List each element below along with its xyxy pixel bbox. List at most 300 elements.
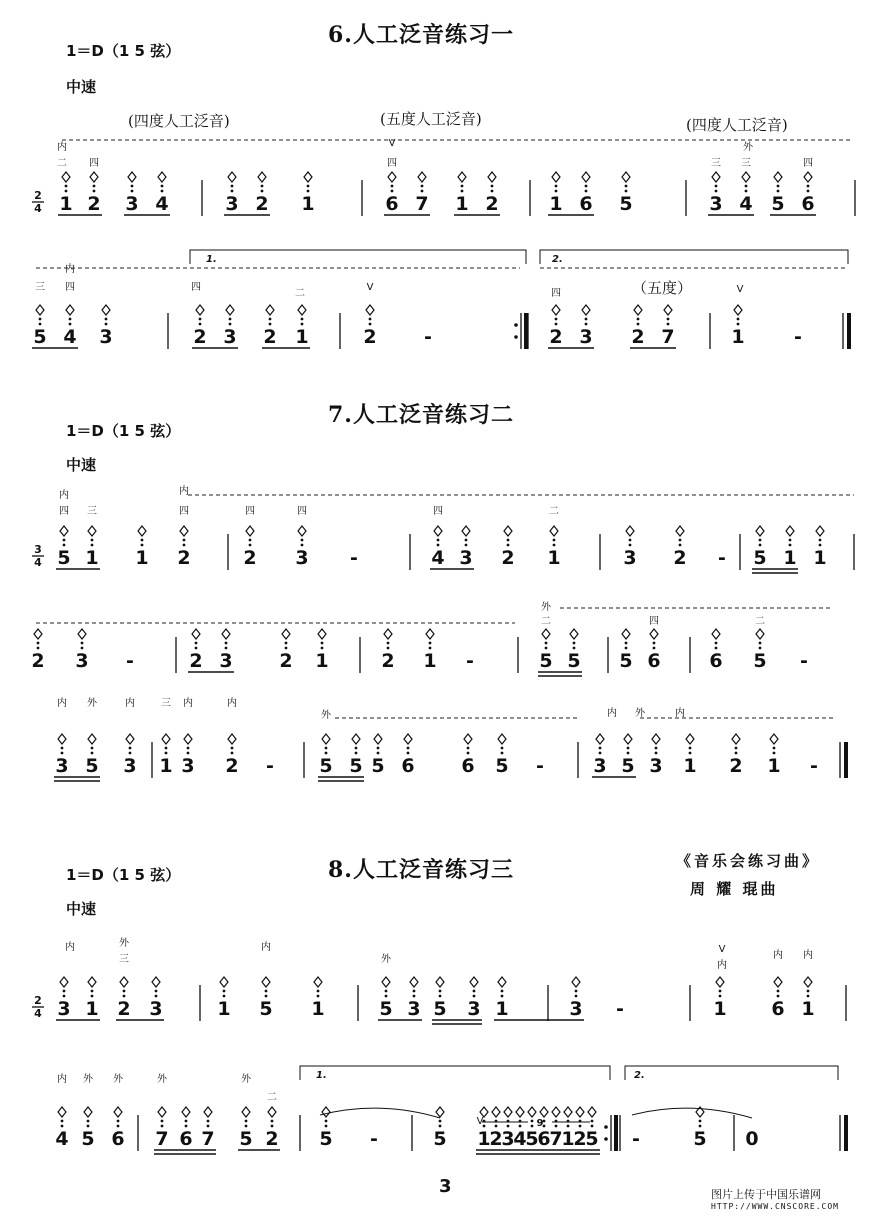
- harmonic-diamond-icon: [624, 734, 632, 744]
- dot-icon: [819, 539, 822, 542]
- fingering-mark: 外: [381, 954, 391, 965]
- dot-icon: [91, 747, 94, 750]
- dot-icon: [591, 1120, 594, 1123]
- piece-6-key: 1＝D（1 5 弦）: [66, 42, 181, 60]
- dot-icon: [625, 647, 628, 650]
- dot-icon: [579, 1125, 582, 1128]
- dot-icon: [429, 642, 432, 645]
- dot-icon: [91, 752, 94, 755]
- note: 2: [279, 650, 293, 672]
- dot-icon: [585, 318, 588, 321]
- note: 2: [489, 1128, 503, 1150]
- dot-icon: [325, 752, 328, 755]
- dot-icon: [495, 1125, 498, 1128]
- fingering-mark: 外: [635, 708, 645, 719]
- dot-icon: [807, 995, 810, 998]
- harmonic-diamond-icon: [498, 734, 506, 744]
- note: -: [424, 326, 432, 348]
- dot-icon: [325, 747, 328, 750]
- dot-icon: [387, 647, 390, 650]
- dot-icon: [93, 190, 96, 193]
- harmonic-diamond-icon: [774, 977, 782, 987]
- piece-8-key: 1＝D（1 5 弦）: [66, 866, 181, 884]
- dot-icon: [599, 752, 602, 755]
- note: 3: [219, 650, 233, 672]
- fingering-mark: 二: [755, 616, 765, 627]
- note: 1: [85, 547, 99, 569]
- harmonic-diamond-icon: [204, 1107, 212, 1117]
- dot-icon: [61, 1120, 64, 1123]
- dot-icon: [369, 318, 372, 321]
- dot-icon: [807, 990, 810, 993]
- dot-icon: [225, 642, 228, 645]
- harmonic-diamond-icon: [182, 1107, 190, 1117]
- note: 2: [631, 326, 645, 348]
- dot-icon: [91, 544, 94, 547]
- dot-icon: [789, 544, 792, 547]
- dot-icon: [377, 752, 380, 755]
- fingering-mark: 内: [57, 1074, 67, 1085]
- note: -: [266, 755, 274, 777]
- fingering-mark: 二: [549, 506, 559, 517]
- dot-icon: [61, 1125, 64, 1128]
- dot-icon: [699, 1125, 702, 1128]
- harmonic-diamond-icon: [88, 977, 96, 987]
- note: 5: [85, 755, 99, 777]
- harmonic-diamond-icon: [418, 172, 426, 182]
- harmonic-diamond-icon: [676, 526, 684, 536]
- fingering-mark: 四: [297, 506, 307, 517]
- piece-8-source: 《音乐会练习曲》: [676, 852, 821, 870]
- piece-6-anno-3: (四度人工泛音): [686, 116, 788, 134]
- harmonic-diamond-icon: [220, 977, 228, 987]
- dot-icon: [261, 190, 264, 193]
- volta-label: 1.: [316, 1070, 327, 1081]
- harmonic-diamond-icon: [816, 526, 824, 536]
- dot-icon: [467, 747, 470, 750]
- harmonic-diamond-icon: [576, 1107, 584, 1117]
- harmonic-diamond-icon: [282, 629, 290, 639]
- fingering-mark: 外: [87, 698, 97, 709]
- dot-icon: [715, 190, 718, 193]
- harmonic-diamond-icon: [436, 977, 444, 987]
- dot-icon: [63, 544, 66, 547]
- dot-icon: [553, 544, 556, 547]
- fingering-mark: 外: [743, 142, 753, 153]
- dot-icon: [155, 995, 158, 998]
- volta-label: 1.: [206, 254, 217, 265]
- note: 3: [623, 547, 637, 569]
- score-static-marks: [36, 140, 854, 1122]
- fingering-mark: 外: [241, 1074, 251, 1085]
- note: 3: [579, 326, 593, 348]
- note: 3: [99, 326, 113, 348]
- dot-icon: [585, 190, 588, 193]
- note: 5: [619, 193, 633, 215]
- harmonic-diamond-icon: [192, 629, 200, 639]
- repeat-dot-icon: [514, 323, 518, 327]
- note: 5: [319, 1128, 333, 1150]
- harmonic-diamond-icon: [434, 526, 442, 536]
- harmonic-diamond-icon: [58, 1107, 66, 1117]
- fingering-mark: 内: [179, 486, 189, 497]
- dot-icon: [325, 1125, 328, 1128]
- dot-icon: [131, 185, 134, 188]
- note: -: [794, 326, 802, 348]
- note: 5: [495, 755, 509, 777]
- note: -: [616, 998, 624, 1020]
- harmonic-diamond-icon: [770, 734, 778, 744]
- note: 7: [549, 1128, 563, 1150]
- harmonic-diamond-icon: [528, 1107, 536, 1117]
- harmonic-diamond-icon: [62, 172, 70, 182]
- dot-icon: [271, 1125, 274, 1128]
- note: 1: [159, 755, 173, 777]
- dot-icon: [265, 990, 268, 993]
- dot-icon: [87, 1120, 90, 1123]
- harmonic-diamond-icon: [180, 526, 188, 536]
- fingering-mark: 内: [607, 708, 617, 719]
- dot-icon: [439, 1125, 442, 1128]
- harmonic-diamond-icon: [542, 629, 550, 639]
- dot-icon: [473, 990, 476, 993]
- dot-icon: [69, 318, 72, 321]
- dot-icon: [307, 190, 310, 193]
- note: 3: [569, 998, 583, 1020]
- dot-icon: [63, 990, 66, 993]
- dot-icon: [321, 647, 324, 650]
- harmonic-diamond-icon: [222, 629, 230, 639]
- dot-icon: [93, 185, 96, 188]
- dot-icon: [519, 1120, 522, 1123]
- repeat-dot-icon: [604, 1137, 608, 1141]
- dot-icon: [223, 990, 226, 993]
- dot-icon: [81, 642, 84, 645]
- dot-icon: [37, 642, 40, 645]
- note: -: [370, 1128, 378, 1150]
- dot-icon: [437, 539, 440, 542]
- fingering-mark: 外: [541, 602, 551, 613]
- note: 3: [225, 193, 239, 215]
- dot-icon: [655, 747, 658, 750]
- dot-icon: [719, 990, 722, 993]
- fingering-mark: V: [718, 944, 726, 955]
- harmonic-diamond-icon: [88, 526, 96, 536]
- dot-icon: [301, 539, 304, 542]
- dot-icon: [777, 185, 780, 188]
- dot-icon: [507, 1120, 510, 1123]
- dot-icon: [391, 185, 394, 188]
- note: 5: [771, 193, 785, 215]
- dot-icon: [585, 323, 588, 326]
- note: 5: [239, 1128, 253, 1150]
- dot-icon: [699, 1120, 702, 1123]
- dot-icon: [123, 995, 126, 998]
- fingering-mark: 内: [773, 950, 783, 961]
- note: 5: [433, 998, 447, 1020]
- harmonic-diamond-icon: [786, 526, 794, 536]
- dot-icon: [735, 747, 738, 750]
- note: 2: [381, 650, 395, 672]
- dot-icon: [465, 544, 468, 547]
- dot-icon: [465, 539, 468, 542]
- fingering-mark: 内: [59, 490, 69, 501]
- harmonic-diamond-icon: [268, 1107, 276, 1117]
- harmonic-diamond-icon: [242, 1107, 250, 1117]
- note: 2: [673, 547, 687, 569]
- dot-icon: [225, 647, 228, 650]
- dot-icon: [129, 747, 132, 750]
- piece-6-title: 6.人工泛音练习一: [328, 22, 514, 48]
- note: 1: [135, 547, 149, 569]
- harmonic-diamond-icon: [102, 305, 110, 315]
- dot-icon: [439, 1120, 442, 1123]
- dot-icon: [229, 318, 232, 321]
- fingering-mark: 外: [113, 1074, 123, 1085]
- fingering-mark: 内: [57, 142, 67, 153]
- harmonic-diamond-icon: [540, 1107, 548, 1117]
- harmonic-diamond-icon: [488, 172, 496, 182]
- note: 3: [223, 326, 237, 348]
- fingering-mark: 三: [35, 282, 45, 293]
- dot-icon: [161, 1125, 164, 1128]
- dot-icon: [161, 190, 164, 193]
- dot-icon: [745, 190, 748, 193]
- fingering-mark: 四: [179, 506, 189, 517]
- dot-icon: [759, 544, 762, 547]
- dot-icon: [301, 323, 304, 326]
- note: 3: [649, 755, 663, 777]
- piece-7-title: 7.人工泛音练习二: [328, 402, 514, 428]
- note: 3: [501, 1128, 515, 1150]
- harmonic-diamond-icon: [128, 172, 136, 182]
- note: 4: [155, 193, 169, 215]
- note: 3: [57, 998, 71, 1020]
- dot-icon: [637, 323, 640, 326]
- fingering-mark: 内: [125, 698, 135, 709]
- harmonic-diamond-icon: [158, 1107, 166, 1117]
- harmonic-diamond-icon: [60, 526, 68, 536]
- piece-8-composer: 周 耀 琨曲: [690, 880, 779, 898]
- harmonic-diamond-icon: [228, 734, 236, 744]
- harmonic-diamond-icon: [152, 977, 160, 987]
- dot-icon: [141, 544, 144, 547]
- note: 1: [301, 193, 315, 215]
- dot-icon: [473, 995, 476, 998]
- dot-icon: [491, 185, 494, 188]
- fingering-mark: 内: [57, 698, 67, 709]
- harmonic-diamond-icon: [88, 734, 96, 744]
- note: 2: [485, 193, 499, 215]
- dot-icon: [407, 747, 410, 750]
- note: 1: [217, 998, 231, 1020]
- harmonic-diamond-icon: [298, 526, 306, 536]
- harmonic-diamond-icon: [588, 1107, 596, 1117]
- note: 3: [459, 547, 473, 569]
- note: 1: [683, 755, 697, 777]
- dot-icon: [759, 539, 762, 542]
- dot-icon: [715, 642, 718, 645]
- harmonic-diamond-icon: [552, 172, 560, 182]
- dot-icon: [625, 190, 628, 193]
- dot-icon: [269, 323, 272, 326]
- note: 3: [75, 650, 89, 672]
- piece-6-tempo: 中速: [66, 78, 97, 96]
- footer-url: HTTP://WWW.CNSCORE.COM: [711, 1202, 839, 1211]
- harmonic-diamond-icon: [388, 172, 396, 182]
- fingering-mark: 四: [65, 282, 75, 293]
- harmonic-diamond-icon: [462, 526, 470, 536]
- harmonic-diamond-icon: [756, 629, 764, 639]
- harmonic-diamond-icon: [804, 172, 812, 182]
- harmonic-diamond-icon: [384, 629, 392, 639]
- dot-icon: [183, 544, 186, 547]
- dot-icon: [545, 647, 548, 650]
- note: 3: [295, 547, 309, 569]
- harmonic-diamond-icon: [716, 977, 724, 987]
- fingering-mark: V: [476, 1116, 484, 1127]
- dot-icon: [773, 747, 776, 750]
- dot-icon: [501, 752, 504, 755]
- dot-icon: [187, 747, 190, 750]
- piece-6-anno-1: (四度人工泛音): [128, 112, 230, 130]
- note: 4: [431, 547, 445, 569]
- note: 5: [693, 1128, 707, 1150]
- dot-icon: [573, 642, 576, 645]
- harmonic-diamond-icon: [262, 977, 270, 987]
- harmonic-diamond-icon: [226, 305, 234, 315]
- fingering-mark: 四: [803, 158, 813, 169]
- dot-icon: [585, 185, 588, 188]
- harmonic-diamond-icon: [634, 305, 642, 315]
- dot-icon: [655, 752, 658, 755]
- piece-8-title: 8.人工泛音练习三: [328, 857, 514, 883]
- dot-icon: [531, 1120, 534, 1123]
- harmonic-diamond-icon: [382, 977, 390, 987]
- dot-icon: [61, 747, 64, 750]
- note: 1: [549, 193, 563, 215]
- fingering-mark: 四: [551, 288, 561, 299]
- harmonic-diamond-icon: [734, 305, 742, 315]
- harmonic-diamond-icon: [322, 1107, 330, 1117]
- note: 1: [59, 193, 73, 215]
- note: 5: [33, 326, 47, 348]
- dot-icon: [555, 323, 558, 326]
- note: 2: [189, 650, 203, 672]
- note: 6: [801, 193, 815, 215]
- note: 4: [55, 1128, 69, 1150]
- dot-icon: [555, 318, 558, 321]
- dot-icon: [573, 647, 576, 650]
- dot-icon: [679, 544, 682, 547]
- dot-icon: [369, 323, 372, 326]
- fingering-mark: 二: [295, 288, 305, 299]
- dot-icon: [199, 318, 202, 321]
- dot-icon: [555, 190, 558, 193]
- note: 5: [753, 547, 767, 569]
- harmonic-diamond-icon: [258, 172, 266, 182]
- dot-icon: [599, 747, 602, 750]
- harmonic-diamond-icon: [66, 305, 74, 315]
- dot-icon: [777, 190, 780, 193]
- piece-7-tempo: 中速: [66, 456, 97, 474]
- dot-icon: [321, 642, 324, 645]
- note: 1: [455, 193, 469, 215]
- note: 5: [585, 1128, 599, 1150]
- dot-icon: [223, 995, 226, 998]
- dot-icon: [679, 539, 682, 542]
- note: 1: [801, 998, 815, 1020]
- note: 7: [415, 193, 429, 215]
- dot-icon: [507, 544, 510, 547]
- note: 1: [731, 326, 745, 348]
- harmonic-diamond-icon: [84, 1107, 92, 1117]
- harmonic-diamond-icon: [304, 172, 312, 182]
- dot-icon: [575, 990, 578, 993]
- harmonic-diamond-icon: [36, 305, 44, 315]
- harmonic-diamond-icon: [374, 734, 382, 744]
- dot-icon: [301, 318, 304, 321]
- dot-icon: [91, 995, 94, 998]
- time-signature-bottom: 4: [34, 1007, 42, 1020]
- note: 5: [619, 650, 633, 672]
- note: 2: [265, 1128, 279, 1150]
- harmonic-diamond-icon: [184, 734, 192, 744]
- harmonic-diamond-icon: [564, 1107, 572, 1117]
- dot-icon: [355, 752, 358, 755]
- dot-icon: [249, 544, 252, 547]
- note: 3: [149, 998, 163, 1020]
- dot-icon: [629, 539, 632, 542]
- harmonic-diamond-icon: [196, 305, 204, 315]
- note: -: [810, 755, 818, 777]
- note: 2: [363, 326, 377, 348]
- fingering-mark: 四: [649, 616, 659, 627]
- harmonic-diamond-icon: [804, 977, 812, 987]
- fingering-mark: 外: [119, 938, 129, 949]
- harmonic-diamond-icon: [756, 526, 764, 536]
- harmonic-diamond-icon: [712, 172, 720, 182]
- dot-icon: [777, 990, 780, 993]
- note: 6: [709, 650, 723, 672]
- dot-icon: [39, 318, 42, 321]
- fingering-mark: 外: [83, 1074, 93, 1085]
- time-signature-bottom: 4: [34, 556, 42, 569]
- fingering-mark: 内: [65, 264, 75, 275]
- note: 2: [243, 547, 257, 569]
- dot-icon: [123, 990, 126, 993]
- dot-icon: [37, 647, 40, 650]
- note: 7: [201, 1128, 215, 1150]
- dot-icon: [575, 995, 578, 998]
- dot-icon: [689, 752, 692, 755]
- dot-icon: [231, 747, 234, 750]
- harmonic-diamond-icon: [650, 629, 658, 639]
- dot-icon: [317, 990, 320, 993]
- harmonic-diamond-icon: [120, 977, 128, 987]
- note: 2: [117, 998, 131, 1020]
- dot-icon: [667, 323, 670, 326]
- note: 3: [181, 755, 195, 777]
- repeat-dot-icon: [514, 335, 518, 339]
- dot-icon: [501, 747, 504, 750]
- note: 5: [525, 1128, 539, 1150]
- dot-icon: [231, 190, 234, 193]
- harmonic-diamond-icon: [410, 977, 418, 987]
- note: -: [800, 650, 808, 672]
- harmonic-diamond-icon: [572, 977, 580, 987]
- fingering-mark: 内: [65, 942, 75, 953]
